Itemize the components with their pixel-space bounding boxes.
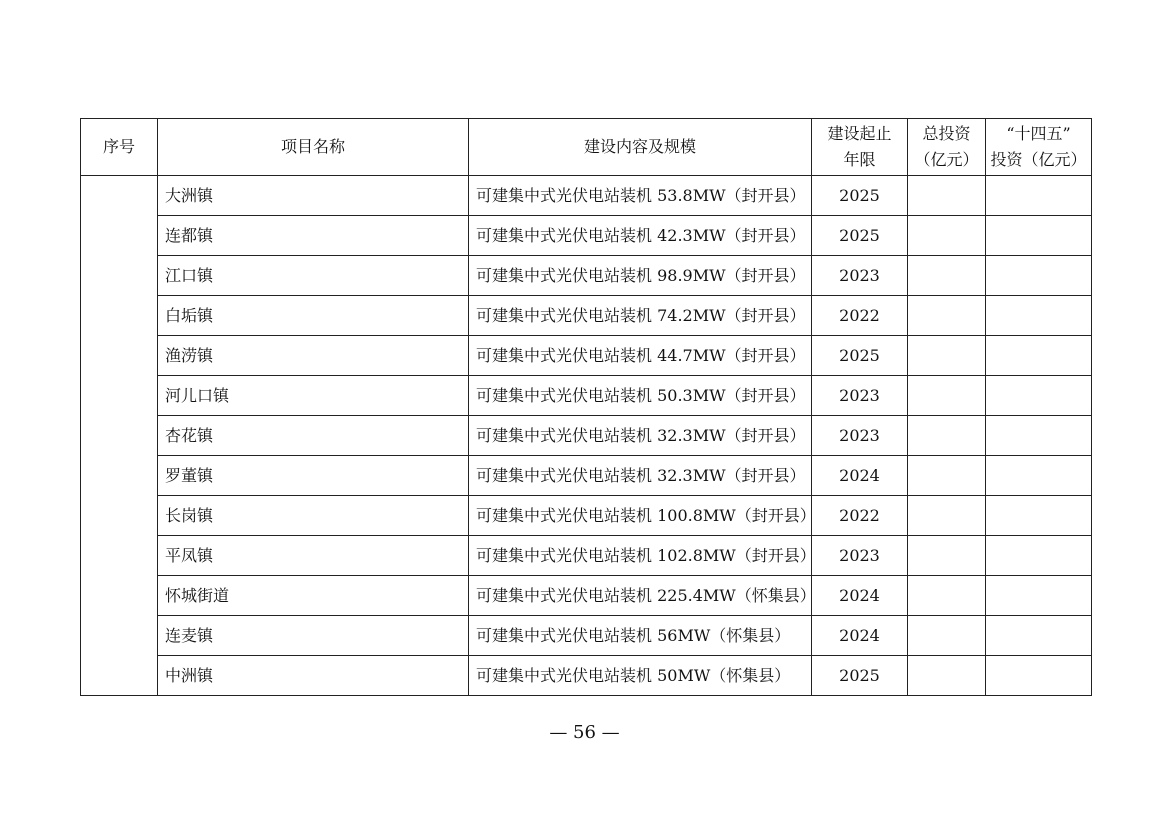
total-investment-cell xyxy=(908,256,986,296)
construction-year-cell: 2025 xyxy=(812,216,908,256)
total-investment-cell xyxy=(908,376,986,416)
table-row xyxy=(81,216,1092,256)
construction-year-cell: 2025 xyxy=(812,176,908,216)
construction-year-cell: 2025 xyxy=(812,336,908,376)
fyp-investment-cell xyxy=(986,496,1092,536)
total-investment-cell xyxy=(908,336,986,376)
table-body xyxy=(81,176,1092,696)
construction-content-cell: 可建集中式光伏电站装机 32.3MW（封开县） xyxy=(469,456,812,496)
project-name-cell: 平凤镇 xyxy=(158,536,469,576)
table-row xyxy=(81,656,1092,696)
construction-year-cell: 2024 xyxy=(812,576,908,616)
project-name-cell: 杏花镇 xyxy=(158,416,469,456)
construction-year-cell: 2023 xyxy=(812,256,908,296)
header-14th-five-year-line2: 投资（亿元） xyxy=(990,150,1087,169)
construction-year-cell: 2023 xyxy=(812,376,908,416)
total-investment-cell xyxy=(908,656,986,696)
construction-year-cell: 2024 xyxy=(812,456,908,496)
construction-year-cell: 2024 xyxy=(812,616,908,656)
fyp-investment-cell xyxy=(986,576,1092,616)
project-name-cell: 江口镇 xyxy=(158,256,469,296)
header-construction-content: 建设内容及规模 xyxy=(469,119,812,176)
seq-cell-merged xyxy=(81,176,158,696)
fyp-investment-cell xyxy=(986,176,1092,216)
total-investment-cell xyxy=(908,456,986,496)
project-name-cell: 河儿口镇 xyxy=(158,376,469,416)
table-row xyxy=(81,416,1092,456)
project-table xyxy=(80,118,1092,696)
project-name-cell: 白垢镇 xyxy=(158,296,469,336)
construction-content-cell: 可建集中式光伏电站装机 32.3MW（封开县） xyxy=(469,416,812,456)
header-14th-five-year-line1: “十四五” xyxy=(1006,124,1071,144)
fyp-investment-cell xyxy=(986,536,1092,576)
total-investment-cell xyxy=(908,296,986,336)
table-header-row xyxy=(81,119,1092,176)
table-row xyxy=(81,456,1092,496)
header-14th-five-year-investment xyxy=(986,119,1092,176)
construction-content-cell: 可建集中式光伏电站装机 42.3MW（封开县） xyxy=(469,216,812,256)
project-name-cell: 渔涝镇 xyxy=(158,336,469,376)
header-construction-period xyxy=(812,119,908,176)
table-row xyxy=(81,376,1092,416)
construction-year-cell: 2023 xyxy=(812,536,908,576)
fyp-investment-cell xyxy=(986,616,1092,656)
fyp-investment-cell xyxy=(986,456,1092,496)
fyp-investment-cell xyxy=(986,656,1092,696)
table-row xyxy=(81,616,1092,656)
total-investment-cell xyxy=(908,216,986,256)
fyp-investment-cell xyxy=(986,216,1092,256)
construction-content-cell: 可建集中式光伏电站装机 50.3MW（封开县） xyxy=(469,376,812,416)
fyp-investment-cell xyxy=(986,376,1092,416)
construction-content-cell: 可建集中式光伏电站装机 225.4MW（怀集县） xyxy=(469,576,812,616)
table-row xyxy=(81,536,1092,576)
table-row xyxy=(81,176,1092,216)
header-total-investment xyxy=(908,119,986,176)
construction-content-cell: 可建集中式光伏电站装机 50MW（怀集县） xyxy=(469,656,812,696)
project-name-cell: 罗董镇 xyxy=(158,456,469,496)
table-row xyxy=(81,336,1092,376)
total-investment-cell xyxy=(908,176,986,216)
header-project-name: 项目名称 xyxy=(158,119,469,176)
total-investment-cell xyxy=(908,576,986,616)
header-seq: 序号 xyxy=(81,119,158,176)
fyp-investment-cell xyxy=(986,336,1092,376)
construction-content-cell: 可建集中式光伏电站装机 74.2MW（封开县） xyxy=(469,296,812,336)
table-row xyxy=(81,496,1092,536)
header-total-investment-line2: （亿元） xyxy=(914,150,979,169)
table-row xyxy=(81,296,1092,336)
construction-content-cell: 可建集中式光伏电站装机 53.8MW（封开县） xyxy=(469,176,812,216)
construction-content-cell: 可建集中式光伏电站装机 98.9MW（封开县） xyxy=(469,256,812,296)
fyp-investment-cell xyxy=(986,416,1092,456)
project-name-cell: 连麦镇 xyxy=(158,616,469,656)
project-name-cell: 大洲镇 xyxy=(158,176,469,216)
project-name-cell: 怀城街道 xyxy=(158,576,469,616)
project-name-cell: 长岗镇 xyxy=(158,496,469,536)
header-total-investment-line1: 总投资 xyxy=(922,124,971,144)
project-name-cell: 连都镇 xyxy=(158,216,469,256)
fyp-investment-cell xyxy=(986,256,1092,296)
total-investment-cell xyxy=(908,536,986,576)
project-name-cell: 中洲镇 xyxy=(158,656,469,696)
construction-content-cell: 可建集中式光伏电站装机 100.8MW（封开县） xyxy=(469,496,812,536)
construction-year-cell: 2022 xyxy=(812,496,908,536)
header-construction-period-line2: 年限 xyxy=(843,150,876,169)
construction-year-cell: 2023 xyxy=(812,416,908,456)
construction-content-cell: 可建集中式光伏电站装机 44.7MW（封开县） xyxy=(469,336,812,376)
construction-content-cell: 可建集中式光伏电站装机 56MW（怀集县） xyxy=(469,616,812,656)
total-investment-cell xyxy=(908,416,986,456)
table-row xyxy=(81,256,1092,296)
construction-year-cell: 2022 xyxy=(812,296,908,336)
construction-content-cell: 可建集中式光伏电站装机 102.8MW（封开县） xyxy=(469,536,812,576)
page-number: — 56 — xyxy=(549,722,620,743)
construction-year-cell: 2025 xyxy=(812,656,908,696)
fyp-investment-cell xyxy=(986,296,1092,336)
table-row xyxy=(81,576,1092,616)
header-construction-period-line1: 建设起止 xyxy=(827,124,892,144)
total-investment-cell xyxy=(908,616,986,656)
total-investment-cell xyxy=(908,496,986,536)
